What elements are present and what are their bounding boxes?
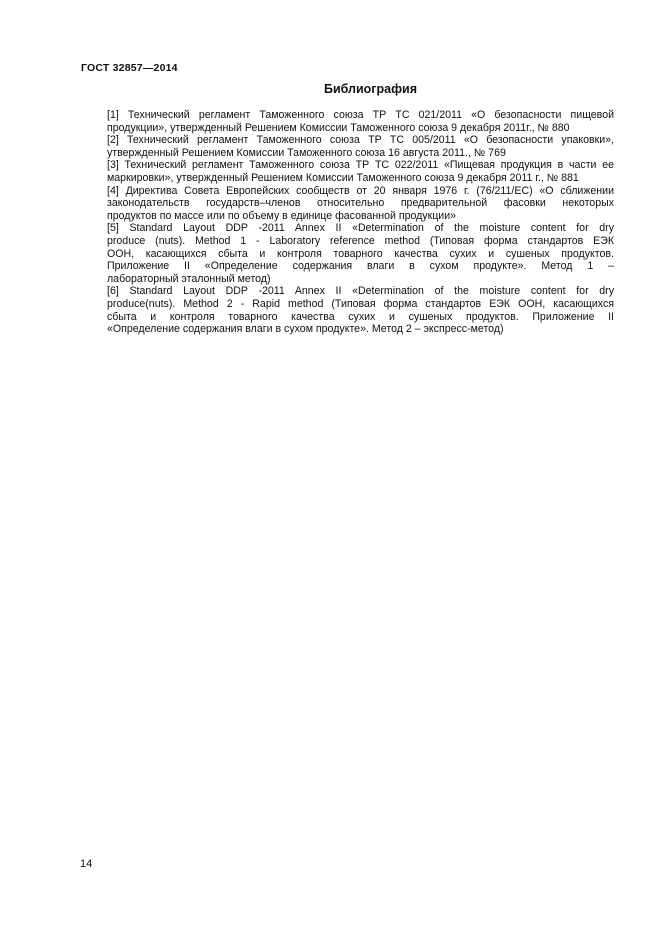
bibliography-line-text: продуктов по массе или по объему в единице фасованной продукции» [107, 209, 457, 222]
bibliography-line-text: [5] Standard Layout DDP -2011 Annex II «Determination of the moisture content for dry [107, 222, 614, 235]
bibliography-entry-line [107, 311, 614, 324]
bibliography-entry-line [107, 147, 614, 160]
bibliography-entry-line [107, 185, 614, 198]
bibliography-line-text: [1] Технический регламент Таможенного союза ТР ТС 021/2011 «О безопасности пищевой [107, 109, 614, 121]
page-number: 14 [80, 858, 93, 870]
bibliography-line-text: сбыта и контроля товарного качества сухих и сушеных продуктов. Приложение II [107, 310, 614, 323]
bibliography-entry-line [107, 285, 614, 298]
bibliography-line-text: «Определение содержания влаги в сухом продукте». Метод 2 – экспресс-метод) [107, 323, 504, 336]
bibliography-line-text: [2] Технический регламент Таможенного союза ТР ТС 005/2011 «О безопасности упаковки», [107, 134, 614, 147]
bibliography-entry-line [107, 323, 614, 336]
bibliography-entry-line [107, 197, 614, 210]
bibliography-entry-line [107, 122, 614, 135]
bibliography-entry-line [107, 159, 614, 172]
bibliography-entry-line [107, 172, 614, 185]
bibliography-line-text: маркировки», утвержденный Решением Комиссии Таможенного союза 9 декабря 2011 г., № 881 [107, 171, 579, 184]
bibliography-line-text: ООН, касающихся сбыта и контроля товарного качества сухих и сушеных продуктов. [107, 247, 614, 260]
bibliography-line-text: Приложение II «Определение содержания влаги в сухом продукте». Метод 1 – [107, 260, 614, 273]
bibliography-line-text: produce(nuts). Method 2 - Rapid method (Типовая форма стандартов ЕЭК ООН, касающихся [107, 297, 614, 310]
bibliography-entry-line [107, 298, 614, 311]
document-standard-code: ГОСТ 32857—2014 [81, 62, 178, 74]
bibliography-entry-line [107, 222, 614, 235]
bibliography-entry [107, 109, 614, 134]
bibliography-entry [107, 222, 614, 285]
bibliography-line-text: produce (nuts). Method 1 - Laboratory reference method (Типовая форма стандартов ЕЭК [107, 234, 614, 247]
bibliography-line-text: продукции», утвержденный Решением Комиссии Таможенного союза 9 декабря 2011г., № 880 [107, 121, 570, 134]
bibliography-entry [107, 134, 614, 159]
bibliography-line-text: [6] Standard Layout DDP -2011 Annex II «Determination of the moisture content for dry [107, 285, 614, 298]
bibliography-entry [107, 159, 614, 184]
bibliography-entry [107, 285, 614, 335]
bibliography-entry-line [107, 210, 614, 223]
bibliography-entry-line [107, 109, 614, 122]
section-title: Библиография [323, 82, 418, 96]
bibliography-entry-line [107, 248, 614, 261]
bibliography-entry-line [107, 235, 614, 248]
bibliography-line-text: законодательств государств–членов относительно предварительной фасовки некоторых [107, 197, 614, 210]
bibliography-entry [107, 185, 614, 223]
bibliography-line-text: [3] Технический регламент Таможенного союза ТР ТС 022/2011 «Пищевая продукция в части ее [107, 159, 614, 172]
bibliography-entry-line [107, 260, 614, 273]
bibliography-entry-line [107, 273, 614, 286]
bibliography-line-text: утвержденный Решением Комиссии Таможенного союза 16 августа 2011., № 769 [107, 146, 506, 159]
bibliography-line-text: лабораторный эталонный метод) [107, 272, 271, 285]
bibliography-entry-line [107, 134, 614, 147]
bibliography-line-text: [4] Директива Совета Европейских сообществ от 20 января 1976 г. (76/211/ЕС) «О сближении [107, 184, 614, 197]
bibliography-list [107, 109, 614, 336]
